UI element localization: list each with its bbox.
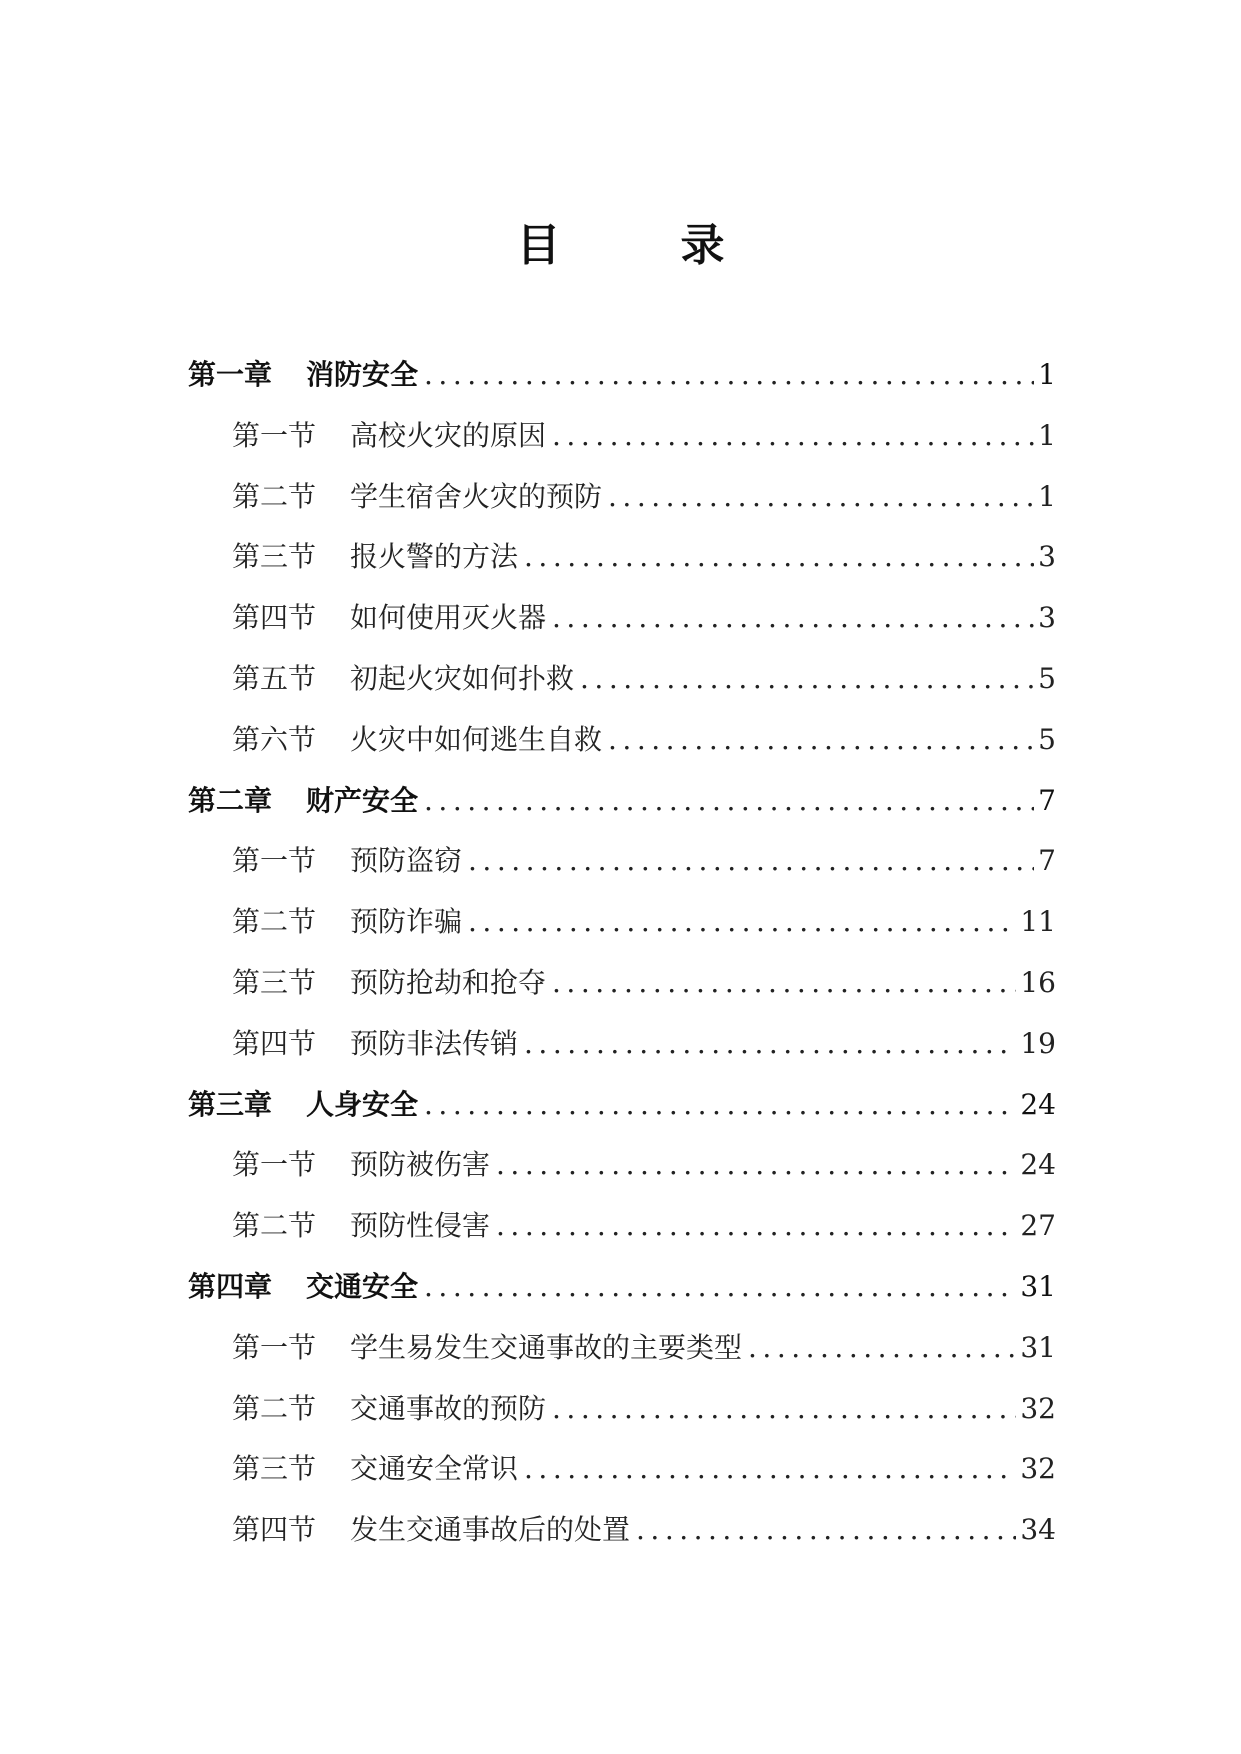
toc-entry-label [232, 537, 518, 577]
toc-entry-label [188, 1267, 418, 1307]
toc-page-number: 32 [1020, 1391, 1056, 1425]
toc-entry-number: 第一节 [232, 1148, 317, 1182]
toc-entry-label [232, 1024, 518, 1064]
toc-page-number: 5 [1038, 661, 1056, 695]
toc-entry[interactable] [188, 477, 1056, 538]
toc-entry-label [232, 1206, 490, 1246]
toc-entry-title: 预防性侵害 [350, 1209, 491, 1243]
toc-page-number: 7 [1038, 844, 1056, 878]
toc-entry-number: 第一章 [188, 358, 273, 391]
toc-entry[interactable] [188, 1145, 1056, 1206]
toc-entry-label [232, 1389, 546, 1429]
toc-entry-title: 交通安全常识 [350, 1452, 519, 1486]
toc-entry-number: 第二章 [188, 783, 273, 817]
leader-dots [636, 1510, 1016, 1550]
toc-entry-number: 第二节 [232, 1391, 317, 1425]
toc-entry[interactable] [188, 781, 1056, 842]
leader-dots [524, 1449, 1016, 1489]
toc-entry-title: 报火警的方法 [350, 540, 519, 574]
toc-entry-label [232, 416, 546, 456]
toc-entry-number: 第五节 [232, 661, 317, 695]
toc-entry[interactable] [188, 1267, 1056, 1328]
toc-entry-label [232, 902, 462, 942]
toc-entry-label [232, 1145, 490, 1185]
leader-dots [552, 1389, 1016, 1429]
toc-entry-number: 第四节 [232, 1026, 317, 1060]
toc-entry-number: 第三节 [232, 1452, 317, 1486]
toc-entry[interactable] [188, 598, 1056, 659]
toc-entry-number: 第四章 [188, 1269, 273, 1303]
toc-entry-title: 预防抢劫和抢夺 [350, 965, 547, 999]
leader-dots [608, 720, 1034, 760]
toc-entry-title: 学生宿舍火灾的预防 [350, 479, 603, 513]
toc-entry[interactable] [188, 720, 1056, 781]
toc-page-number: 3 [1038, 540, 1056, 574]
toc-entry-title: 发生交通事故后的处置 [350, 1513, 631, 1547]
toc-page-number: 1 [1038, 358, 1056, 391]
toc-entry-label [232, 598, 546, 638]
toc-entry-title: 预防诈骗 [350, 905, 463, 939]
toc-entry-title: 人身安全 [306, 1087, 419, 1121]
toc-entry[interactable] [188, 841, 1056, 902]
toc-entry-title: 预防盗窃 [350, 844, 463, 878]
leader-dots [496, 1206, 1016, 1246]
toc-page-number: 7 [1038, 783, 1056, 817]
toc-page-number: 24 [1020, 1087, 1056, 1121]
toc-entry[interactable] [188, 1510, 1056, 1571]
leader-dots [424, 1085, 1016, 1125]
leader-dots [468, 902, 1016, 942]
toc-page-number: 24 [1020, 1148, 1056, 1182]
leader-dots [524, 1024, 1016, 1064]
toc-entry-label [188, 781, 418, 821]
toc-entry-title: 交通事故的预防 [350, 1391, 547, 1425]
toc-entry-label [232, 841, 462, 881]
toc-page-number: 1 [1038, 418, 1056, 452]
toc-entry-label [188, 1085, 418, 1125]
toc-entry-title: 初起火灾如何扑救 [350, 661, 575, 695]
toc-page-number: 1 [1038, 479, 1056, 513]
toc-entry-number: 第三节 [232, 540, 317, 574]
leader-dots [424, 781, 1034, 821]
toc-entry[interactable] [188, 1085, 1056, 1146]
toc-entry-number: 第二节 [232, 1209, 317, 1243]
toc-entry-number: 第四节 [232, 1513, 317, 1547]
toc-entry-label [232, 720, 602, 760]
toc-page-number: 3 [1038, 601, 1056, 635]
toc-page-number: 5 [1038, 722, 1056, 756]
toc-entry-label [232, 477, 602, 517]
toc-page-number: 27 [1020, 1209, 1056, 1243]
toc-entry-title: 学生易发生交通事故的主要类型 [350, 1330, 743, 1364]
toc-entry[interactable] [188, 355, 1056, 416]
toc-page-number: 32 [1020, 1452, 1056, 1486]
toc-page-number: 11 [1020, 905, 1056, 939]
toc-entry-label [188, 355, 418, 395]
toc-entry[interactable] [188, 1328, 1056, 1389]
leader-dots [424, 355, 1034, 395]
toc-entry-title: 交通安全 [306, 1269, 419, 1303]
toc-entry-title: 如何使用灭火器 [350, 601, 547, 635]
leader-dots [468, 841, 1034, 881]
toc-entry-title: 高校火灾的原因 [350, 418, 547, 452]
toc-entry-number: 第一节 [232, 844, 317, 878]
toc-entry[interactable] [188, 963, 1056, 1024]
toc-entry-number: 第二节 [232, 479, 317, 513]
toc-page-number: 16 [1020, 965, 1056, 999]
toc-entry-title: 财产安全 [306, 783, 419, 817]
leader-dots [424, 1267, 1016, 1307]
leader-dots [552, 598, 1034, 638]
toc-entry-title: 预防被伤害 [350, 1148, 491, 1182]
leader-dots [580, 659, 1034, 699]
toc-entry[interactable] [188, 416, 1056, 477]
leader-dots [524, 537, 1034, 577]
toc-entry[interactable] [188, 659, 1056, 720]
toc-entry-number: 第一节 [232, 418, 317, 452]
toc-entry-title: 火灾中如何逃生自救 [350, 722, 603, 756]
toc-entry-title: 消防安全 [306, 358, 419, 391]
page-title: 目 录 [516, 220, 763, 271]
leader-dots [496, 1145, 1016, 1185]
leader-dots [552, 963, 1016, 1003]
toc-entry-number: 第一节 [232, 1330, 317, 1364]
leader-dots [608, 477, 1034, 517]
toc-entry-number: 第四节 [232, 601, 317, 635]
leader-dots [552, 416, 1034, 456]
toc-page-number: 34 [1020, 1513, 1056, 1547]
toc-entry-label [232, 963, 546, 1003]
toc-page-number: 31 [1020, 1269, 1056, 1303]
toc-entry-number: 第三章 [188, 1087, 273, 1121]
toc-entry-label [232, 1328, 742, 1368]
toc-page-number: 31 [1020, 1330, 1056, 1364]
toc-entry-number: 第二节 [232, 905, 317, 939]
table-of-contents [188, 355, 1056, 1571]
toc-entry[interactable] [188, 1206, 1056, 1267]
toc-entry-number: 第六节 [232, 722, 317, 756]
toc-entry[interactable] [188, 1389, 1056, 1450]
toc-entry-label [232, 1510, 630, 1550]
toc-entry-label [232, 1449, 518, 1489]
toc-entry-number: 第三节 [232, 965, 317, 999]
leader-dots [748, 1328, 1016, 1368]
toc-entry-title: 预防非法传销 [350, 1026, 519, 1060]
toc-entry-label [232, 659, 574, 699]
toc-page-number: 19 [1020, 1026, 1056, 1060]
toc-entry[interactable] [188, 1024, 1056, 1085]
toc-entry[interactable] [188, 1449, 1056, 1510]
toc-entry[interactable] [188, 537, 1056, 598]
toc-entry[interactable] [188, 902, 1056, 963]
